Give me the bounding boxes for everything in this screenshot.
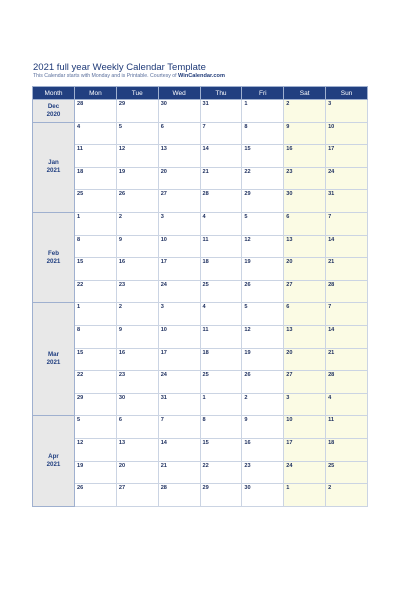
- day-cell[interactable]: 15: [75, 258, 117, 281]
- day-cell[interactable]: 9: [284, 122, 326, 145]
- col-header-sun: Sun: [326, 87, 368, 100]
- day-cell[interactable]: 19: [75, 461, 117, 484]
- day-cell[interactable]: 12: [242, 235, 284, 258]
- week-row: [33, 461, 368, 484]
- day-cell[interactable]: 8: [75, 325, 117, 348]
- day-cell[interactable]: 12: [116, 145, 158, 168]
- day-cell[interactable]: 20: [284, 258, 326, 281]
- month-label-mar: [33, 303, 75, 416]
- day-cell[interactable]: 8: [242, 122, 284, 145]
- wincalendar-link[interactable]: WinCalendar.com: [178, 73, 225, 79]
- day-cell[interactable]: 18: [75, 167, 117, 190]
- week-row: [33, 280, 368, 303]
- day-cell[interactable]: 25: [200, 280, 242, 303]
- day-cell[interactable]: 19: [242, 348, 284, 371]
- day-cell[interactable]: 31: [158, 393, 200, 416]
- day-cell[interactable]: 24: [158, 280, 200, 303]
- day-cell[interactable]: 24: [284, 461, 326, 484]
- day-cell[interactable]: 23: [284, 167, 326, 190]
- calendar-body: [33, 100, 368, 507]
- day-cell[interactable]: 28: [75, 100, 117, 123]
- calendar-title: 2021 full year Weekly Calendar Template: [33, 62, 206, 73]
- col-header-tue: Tue: [116, 87, 158, 100]
- week-row: [33, 303, 368, 326]
- col-header-mon: Mon: [75, 87, 117, 100]
- day-cell[interactable]: 21: [158, 461, 200, 484]
- weekly-calendar-table: [32, 86, 368, 507]
- day-cell[interactable]: 17: [158, 348, 200, 371]
- day-cell[interactable]: 26: [75, 484, 117, 507]
- week-row: [33, 438, 368, 461]
- day-cell[interactable]: 20: [284, 348, 326, 371]
- day-cell[interactable]: 29: [200, 484, 242, 507]
- day-cell[interactable]: 7: [326, 303, 368, 326]
- day-cell[interactable]: 5: [116, 122, 158, 145]
- month-label-apr: [33, 416, 75, 506]
- col-header-wed: Wed: [158, 87, 200, 100]
- day-cell[interactable]: 25: [75, 190, 117, 213]
- day-cell[interactable]: 28: [158, 484, 200, 507]
- day-cell[interactable]: 28: [326, 280, 368, 303]
- day-cell[interactable]: 30: [284, 190, 326, 213]
- day-cell[interactable]: 31: [326, 190, 368, 213]
- day-cell[interactable]: 26: [242, 280, 284, 303]
- header-row: [33, 87, 368, 100]
- day-cell[interactable]: 2: [116, 303, 158, 326]
- month-name: Apr: [48, 453, 59, 460]
- week-row: [33, 100, 368, 123]
- day-cell[interactable]: 16: [284, 145, 326, 168]
- day-cell[interactable]: 11: [75, 145, 117, 168]
- day-cell[interactable]: 9: [116, 235, 158, 258]
- day-cell[interactable]: 15: [242, 145, 284, 168]
- day-cell[interactable]: 27: [284, 371, 326, 394]
- day-cell[interactable]: 14: [326, 235, 368, 258]
- day-cell[interactable]: 29: [75, 393, 117, 416]
- day-cell[interactable]: 15: [200, 438, 242, 461]
- day-cell[interactable]: 30: [242, 484, 284, 507]
- month-year: 2021: [46, 167, 61, 175]
- day-cell[interactable]: 7: [326, 212, 368, 235]
- day-cell[interactable]: 31: [200, 100, 242, 123]
- day-cell[interactable]: 25: [200, 371, 242, 394]
- day-cell[interactable]: 4: [326, 393, 368, 416]
- col-header-thu: Thu: [200, 87, 242, 100]
- calendar-subtitle: [33, 73, 225, 79]
- day-cell[interactable]: 10: [326, 122, 368, 145]
- day-cell[interactable]: 3: [158, 212, 200, 235]
- month-name: Mar: [47, 351, 59, 359]
- day-cell[interactable]: 11: [200, 325, 242, 348]
- day-cell[interactable]: 30: [158, 100, 200, 123]
- day-cell[interactable]: 16: [242, 438, 284, 461]
- day-cell[interactable]: 19: [242, 258, 284, 281]
- month-name: Dec: [47, 102, 60, 110]
- day-cell[interactable]: 10: [158, 325, 200, 348]
- day-cell[interactable]: 18: [200, 258, 242, 281]
- day-cell[interactable]: 1: [284, 484, 326, 507]
- day-cell[interactable]: 1: [75, 303, 117, 326]
- day-cell[interactable]: 18: [326, 438, 368, 461]
- day-cell[interactable]: 5: [242, 212, 284, 235]
- day-cell[interactable]: 14: [158, 438, 200, 461]
- week-row: [33, 122, 368, 145]
- day-cell[interactable]: 24: [158, 371, 200, 394]
- day-cell[interactable]: 5: [75, 416, 117, 439]
- day-cell[interactable]: 10: [158, 235, 200, 258]
- day-cell[interactable]: 6: [284, 303, 326, 326]
- day-cell[interactable]: 5: [242, 303, 284, 326]
- week-row: [33, 416, 368, 439]
- day-cell[interactable]: 20: [158, 167, 200, 190]
- day-cell[interactable]: 9: [116, 325, 158, 348]
- day-cell[interactable]: 1: [75, 212, 117, 235]
- day-cell[interactable]: 24: [326, 167, 368, 190]
- day-cell[interactable]: 28: [200, 190, 242, 213]
- month-name: Feb: [47, 249, 59, 257]
- day-cell[interactable]: 3: [284, 393, 326, 416]
- day-cell[interactable]: 20: [116, 461, 158, 484]
- day-cell[interactable]: 10: [284, 416, 326, 439]
- month-name: Jan: [48, 159, 59, 167]
- month-year: 2020: [46, 110, 61, 118]
- day-cell[interactable]: 25: [326, 461, 368, 484]
- day-cell[interactable]: 12: [75, 438, 117, 461]
- day-cell[interactable]: 23: [116, 280, 158, 303]
- week-row: [33, 348, 368, 371]
- day-cell[interactable]: 13: [158, 145, 200, 168]
- day-cell[interactable]: 21: [326, 348, 368, 371]
- week-row: [33, 371, 368, 394]
- day-cell[interactable]: 7: [200, 122, 242, 145]
- day-cell[interactable]: 12: [242, 325, 284, 348]
- day-cell[interactable]: 2: [242, 393, 284, 416]
- day-cell[interactable]: 11: [200, 235, 242, 258]
- day-cell[interactable]: 13: [284, 235, 326, 258]
- col-header-month: Month: [33, 87, 75, 100]
- month-label-dec: [33, 100, 75, 123]
- day-cell[interactable]: 16: [116, 258, 158, 281]
- day-cell[interactable]: 23: [116, 371, 158, 394]
- day-cell[interactable]: 28: [326, 371, 368, 394]
- day-cell[interactable]: 17: [284, 438, 326, 461]
- day-cell[interactable]: 22: [75, 280, 117, 303]
- day-cell[interactable]: 27: [284, 280, 326, 303]
- day-cell[interactable]: 3: [326, 100, 368, 123]
- col-header-fri: Fri: [242, 87, 284, 100]
- day-cell[interactable]: 27: [116, 484, 158, 507]
- day-cell[interactable]: 22: [242, 167, 284, 190]
- day-cell[interactable]: 22: [200, 461, 242, 484]
- day-cell[interactable]: 1: [200, 393, 242, 416]
- month-label-jan: [33, 122, 75, 212]
- day-cell[interactable]: 6: [158, 122, 200, 145]
- month-year: 2021: [46, 359, 61, 367]
- day-cell[interactable]: 19: [116, 167, 158, 190]
- day-cell[interactable]: 14: [326, 325, 368, 348]
- day-cell[interactable]: 9: [242, 416, 284, 439]
- month-year: 2021: [46, 461, 61, 468]
- day-cell[interactable]: 6: [116, 416, 158, 439]
- day-cell[interactable]: 7: [158, 416, 200, 439]
- day-cell[interactable]: 6: [284, 212, 326, 235]
- day-cell[interactable]: 14: [200, 145, 242, 168]
- day-cell[interactable]: 2: [284, 100, 326, 123]
- day-cell[interactable]: 1: [242, 100, 284, 123]
- day-cell[interactable]: 11: [326, 416, 368, 439]
- week-row: [33, 167, 368, 190]
- day-cell[interactable]: 21: [200, 167, 242, 190]
- day-cell[interactable]: 17: [158, 258, 200, 281]
- day-cell[interactable]: 3: [158, 303, 200, 326]
- day-cell[interactable]: 4: [200, 303, 242, 326]
- col-header-sat: Sat: [284, 87, 326, 100]
- month-year: 2021: [46, 257, 61, 265]
- day-cell[interactable]: 26: [242, 371, 284, 394]
- day-cell[interactable]: 27: [158, 190, 200, 213]
- day-cell[interactable]: 30: [116, 393, 158, 416]
- week-row: [33, 393, 368, 416]
- day-cell[interactable]: 21: [326, 258, 368, 281]
- week-row: [33, 212, 368, 235]
- day-cell[interactable]: 22: [75, 371, 117, 394]
- day-cell[interactable]: 4: [75, 122, 117, 145]
- day-cell[interactable]: 16: [116, 348, 158, 371]
- month-label-feb: [33, 212, 75, 302]
- day-cell[interactable]: 13: [116, 438, 158, 461]
- day-cell[interactable]: 26: [116, 190, 158, 213]
- day-cell[interactable]: 8: [75, 235, 117, 258]
- subtitle-text: This Calendar starts with Monday and is Printable. Courtesy of: [33, 73, 179, 79]
- week-row: [33, 258, 368, 281]
- day-cell[interactable]: 23: [242, 461, 284, 484]
- day-cell[interactable]: 4: [200, 212, 242, 235]
- week-row: [33, 235, 368, 258]
- week-row: [33, 190, 368, 213]
- day-cell[interactable]: 29: [242, 190, 284, 213]
- day-cell[interactable]: 17: [326, 145, 368, 168]
- week-row: [33, 145, 368, 168]
- day-cell[interactable]: 2: [326, 484, 368, 507]
- day-cell[interactable]: 29: [116, 100, 158, 123]
- day-cell[interactable]: 8: [200, 416, 242, 439]
- day-cell[interactable]: 15: [75, 348, 117, 371]
- week-row: [33, 325, 368, 348]
- day-cell[interactable]: 13: [284, 325, 326, 348]
- day-cell[interactable]: 2: [116, 212, 158, 235]
- week-row: [33, 484, 368, 507]
- day-cell[interactable]: 18: [200, 348, 242, 371]
